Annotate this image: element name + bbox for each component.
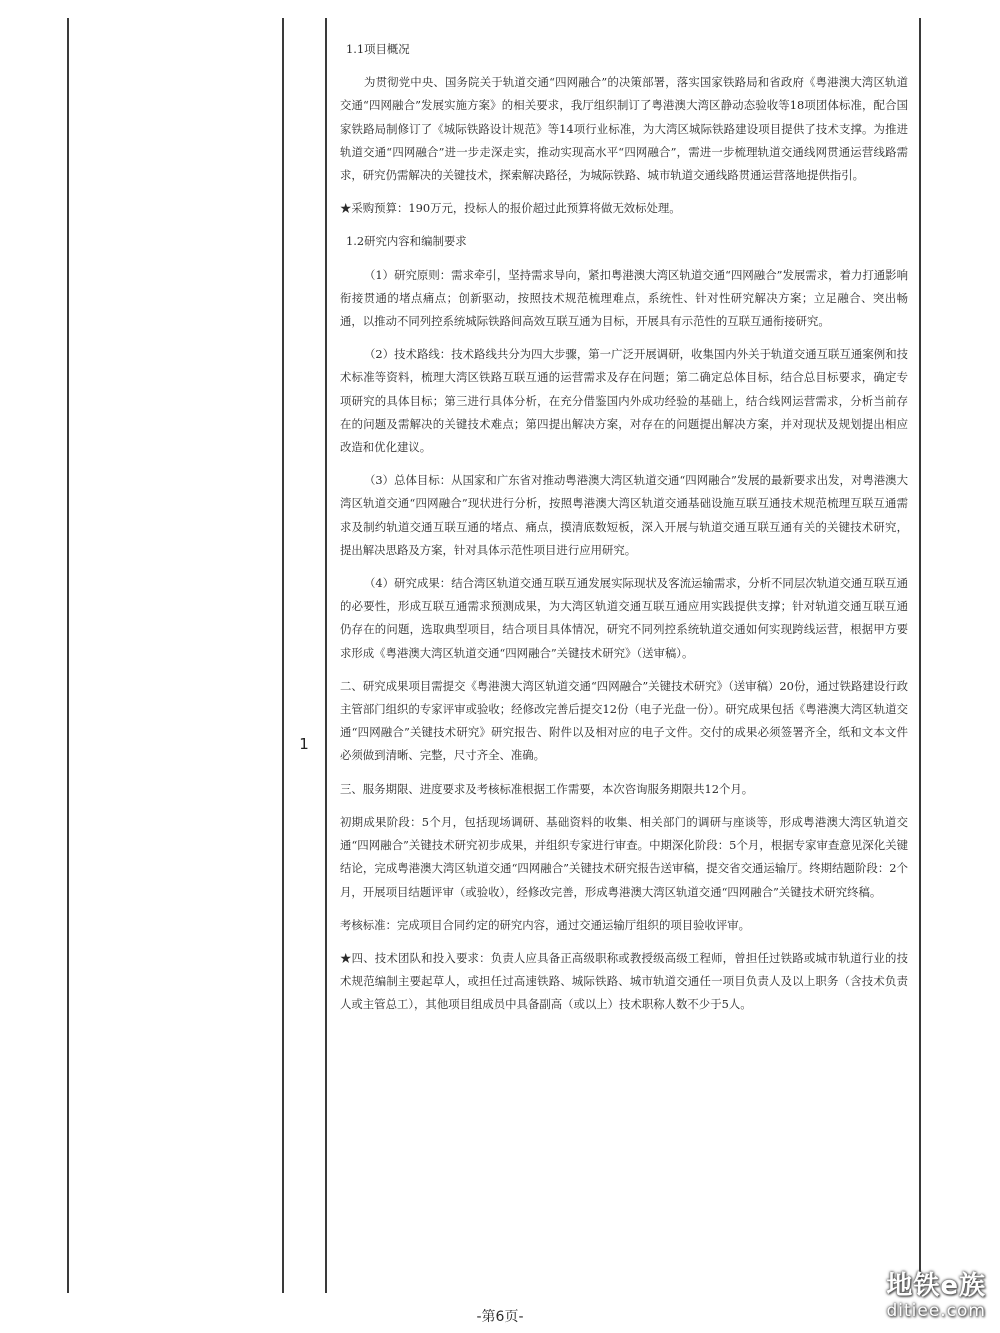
- table-column-divider-1: [282, 18, 284, 1293]
- section-heading-1-1: 1.1项目概况: [346, 42, 410, 56]
- page-number: -第6页-: [476, 1309, 524, 1325]
- watermark: [886, 1271, 986, 1321]
- section-heading-1-2: 1.2研究内容和编制要求: [346, 234, 467, 249]
- row-number-cell: 1: [299, 735, 309, 753]
- phases-paragraph: 初期成果阶段：5个月，包括现场调研、基础资料的收集、相关部门的调研与座谈等，形成粤港澳大湾区轨道交通“四网融合”关键技术研究初步成果，并组织专家进行审查。中期深化阶段：5个月，根据专家审查意见深化关键结论，完成粤港澳大湾区轨道交通“四网融合”关键技术研究报告送审稿，提交省交通运输厅。终期结题阶段：2个月，开展项目结题评审（或验收），经修改完善，形成粤港澳大湾区轨道交通“四网融合”关键技术研究终稿。: [340, 814, 908, 899]
- budget-paragraph: ★采购预算：190万元，投标人的报价超过此预算将做无效标处理。: [340, 201, 681, 216]
- team-requirements-paragraph: ★四、技术团队和投入要求：负责人应具备正高级职称或教授级高级工程师，曾担任过铁路或城市轨道行业的技术规范编制主要起草人，或担任过高速铁路、城际铁路、城市轨道交通任一项目负责人及以上职务（含技术负责人或主管总工），其他项目组成员中具备副高（或以上）技术职称人数不少于5人。: [340, 950, 908, 1012]
- content-cell: [340, 38, 908, 1027]
- table-left-border: [67, 18, 69, 1293]
- project-overview-paragraph: 为贯彻党中央、国务院关于轨道交通“四网融合”的决策部署，落实国家铁路局和省政府《粤港澳大湾区轨道交通“四网融合”发展实施方案》的相关要求，我厅组织制订了粤港澳大湾区静动态验收等18项团体标准，配合国家铁路局制修订了《城际铁路设计规范》等14项行业标准，为大湾区城际铁路建设项目提供了技术支撑。为推进轨道交通“四网融合”进一步走深走实，推动实现高水平“四网融合”，需进一步梳理轨道交通线网贯通运营线路需求，研究仍需解决的关键技术，探索解决路径，为城际铁路、城市轨道交通线路贯通运营落地提供指引。: [340, 75, 908, 183]
- service-period-paragraph: 三、服务期限、进度要求及考核标准根据工作需要，本次咨询服务期限共12个月。: [340, 781, 754, 796]
- watermark-name: 地铁e族: [886, 1271, 986, 1301]
- overall-goal-paragraph: （3）总体目标：从国家和广东省对推动粤港澳大湾区轨道交通“四网融合”发展的最新要求出发，对粤港澳大湾区轨道交通“四网融合”现状进行分析，按照粤港澳大湾区轨道交通基础设施互联互通技术规范梳理互联互通需求及制约轨道交通互联互通的堵点、痛点，摸清底数短板，深入开展与轨道交通互联互通有关的关键技术研究，提出解决思路及方案，针对具体示范性项目进行应用研究。: [340, 473, 908, 557]
- watermark-url: ditiee.com: [886, 1301, 986, 1321]
- research-outcome-paragraph: （4）研究成果：结合湾区轨道交通互联互通发展实际现状及客流运输需求，分析不同层次轨道交通互联互通的必要性，形成互联互通需求预测成果，为大湾区轨道交通互联互通应用实践提供支撑；针对轨道交通互联互通仍存在的问题，选取典型项目，结合项目具体情况，研究不同列控系统轨道交通如何实现跨线运营，根据甲方要求形成《粤港澳大湾区轨道交通“四网融合”关键技术研究》（送审稿）。: [340, 576, 908, 660]
- deliverables-paragraph: 二、研究成果项目需提交《粤港澳大湾区轨道交通“四网融合”关键技术研究》（送审稿）20份，通过铁路建设行政主管部门组织的专家评审或验收；经修改完善后提交12份（电子光盘一份）。研究成果包括《粤港澳大湾区轨道交通“四网融合”关键技术研究》研究报告、附件以及相对应的电子文件。交付的成果必须签署齐全，纸和文本文件必须做到清晰、完整，尺寸齐全、准确。: [340, 678, 908, 763]
- technical-route-paragraph: （2）技术路线：技术路线共分为四大步骤，第一广泛开展调研，收集国内外关于轨道交通互联互通案例和技术标准等资料，梳理大湾区铁路互联互通的运营需求及存在问题；第二确定总体目标，结合总目标要求，确定专项研究的具体目标；第三进行具体分析，在充分借鉴国内外成功经验的基础上，结合线网运营需求，分析当前存在的问题及需解决的关键技术难点；第四提出解决方案，对存在的问题提出解决方案，并对现状及规划提出相应改造和优化建议。: [340, 347, 908, 455]
- assessment-standard-paragraph: 考核标准：完成项目合同约定的研究内容，通过交通运输厅组织的项目验收评审。: [340, 917, 751, 932]
- table-right-border: [919, 18, 921, 1293]
- research-principle-paragraph: （1）研究原则：需求牵引，坚持需求导向，紧扣粤港澳大湾区轨道交通“四网融合”发展需求，着力打通影响衔接贯通的堵点痛点；创新驱动，按照技术规范梳理难点，系统性、针对性研究解决方案；立足融合、突出畅通，以推动不同列控系统城际铁路间高效互联互通为目标，开展具有示范性的互联互通衔接研究。: [340, 267, 908, 329]
- table-column-divider-2: [325, 18, 327, 1293]
